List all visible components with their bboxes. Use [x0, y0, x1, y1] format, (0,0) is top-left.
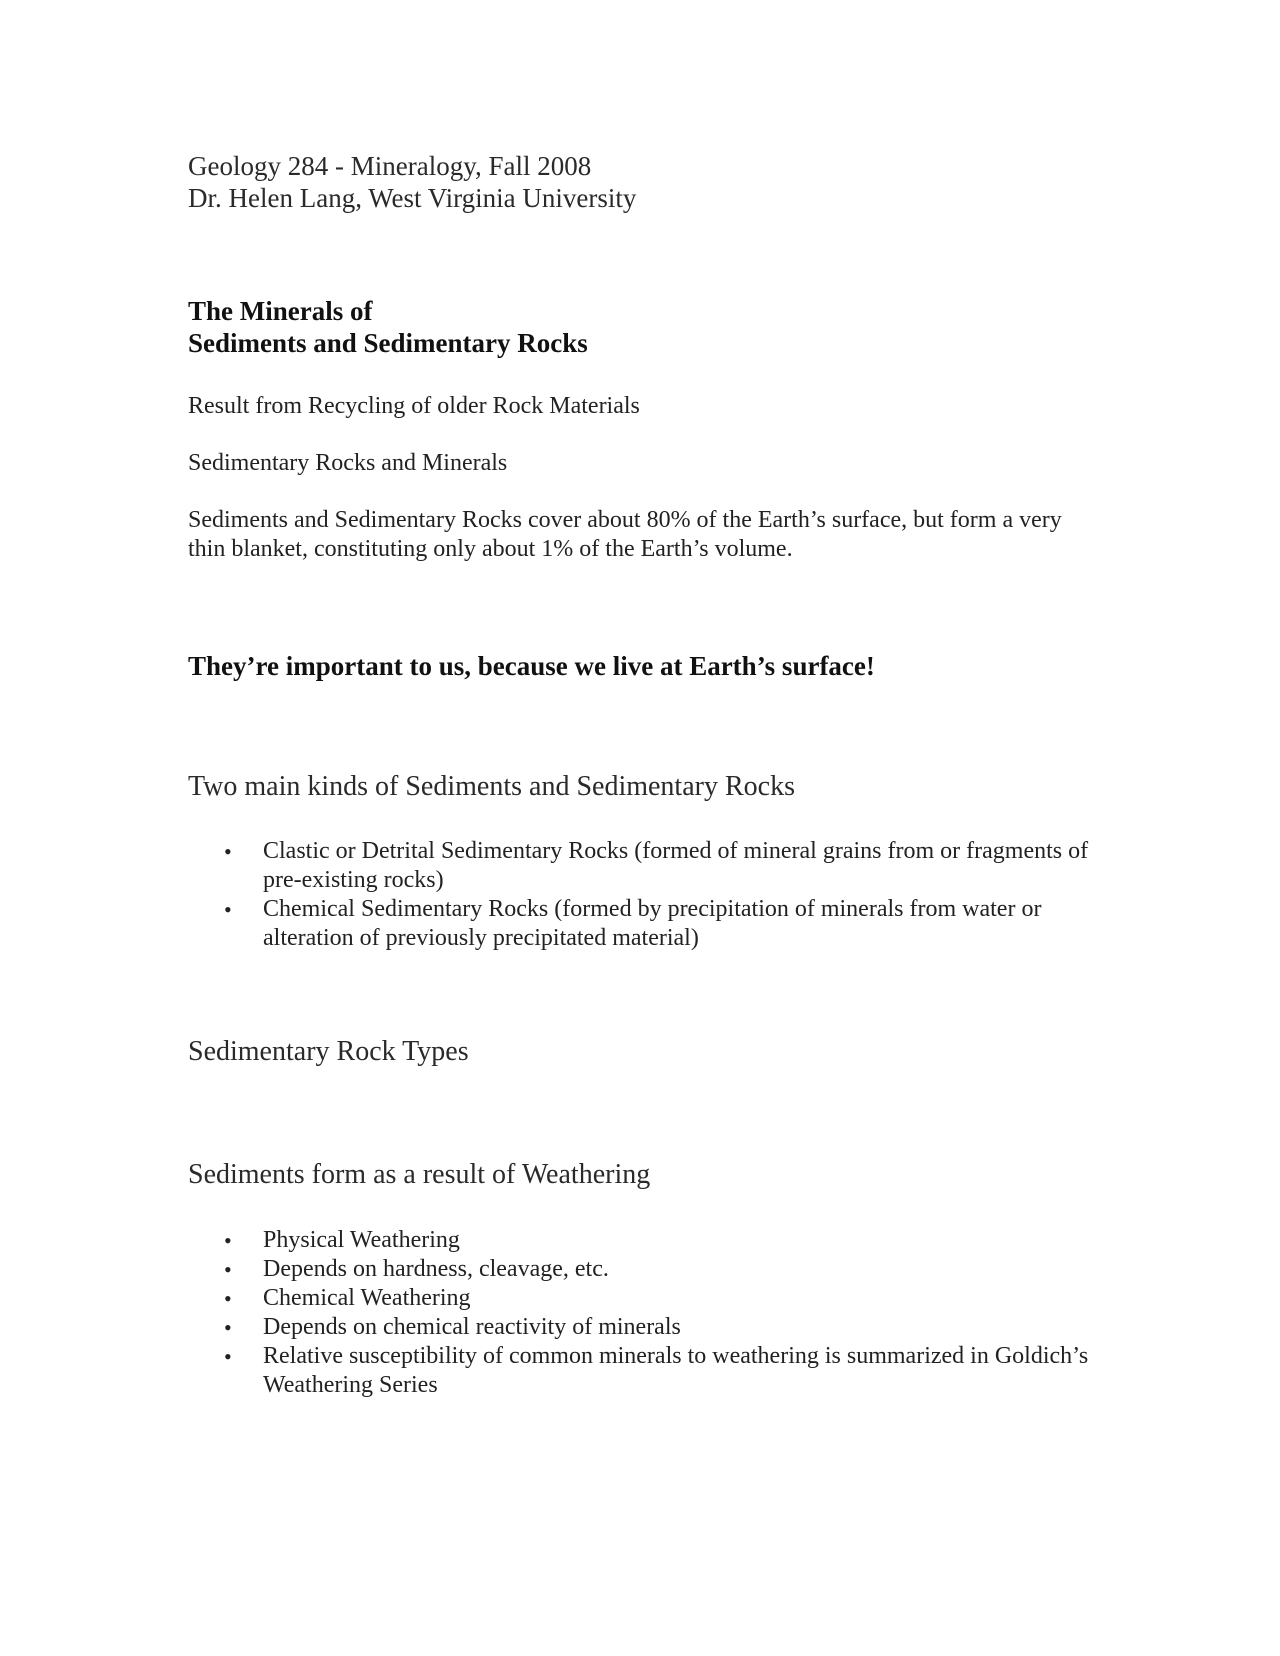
intro-paragraph-2: Sedimentary Rocks and Minerals: [188, 450, 508, 476]
rock-types-heading: Sedimentary Rock Types: [188, 1036, 469, 1067]
bullet-icon: •: [224, 1344, 232, 1369]
emphasis-statement: They’re important to us, because we live at Earth’s surface!: [188, 651, 875, 681]
course-line: Geology 284 - Mineralogy, Fall 2008: [188, 151, 592, 181]
bullet-icon: •: [224, 1286, 232, 1311]
title-line-1: The Minerals of: [188, 296, 373, 326]
list-item-text: Chemical Weathering: [263, 1285, 471, 1311]
list-item-text: Depends on hardness, cleavage, etc.: [263, 1256, 609, 1282]
list-item-text: Clastic or Detrital Sedimentary Rocks (formed of mineral grains from or fragments of pre-existing rocks): [263, 838, 1089, 893]
bullet-icon: •: [224, 1228, 232, 1253]
list-item: [188, 1342, 1088, 1400]
list-item-text: Relative susceptibility of common minerals to weathering is summarized in Goldich’s Weathering Series: [263, 1343, 1089, 1398]
list-item: [188, 1226, 1088, 1255]
list-item: [188, 895, 1088, 953]
list-item-text: Chemical Sedimentary Rocks (formed by precipitation of minerals from water or alteration of previously precipitated material): [263, 896, 1042, 951]
list-item-text: Physical Weathering: [263, 1227, 460, 1253]
title-line-2: Sediments and Sedimentary Rocks: [188, 328, 588, 358]
bullet-icon: •: [224, 1257, 232, 1282]
bullet-icon: •: [224, 1315, 232, 1340]
course-header: [188, 150, 1088, 214]
list-item-text: Depends on chemical reactivity of minerals: [263, 1314, 681, 1340]
list-item: [188, 837, 1088, 895]
weathering-heading: Sediments form as a result of Weathering: [188, 1159, 651, 1190]
instructor-line: Dr. Helen Lang, West Virginia University: [188, 183, 637, 213]
intro-paragraph-1: Result from Recycling of older Rock Materials: [188, 393, 640, 419]
list-item: [188, 1313, 1088, 1342]
document-title: [188, 295, 1088, 359]
two-kinds-heading: Two main kinds of Sediments and Sedimentary Rocks: [188, 771, 795, 802]
bullet-icon: •: [224, 839, 232, 864]
bullet-icon: •: [224, 897, 232, 922]
weathering-list: [188, 1226, 1088, 1400]
list-item: [188, 1284, 1088, 1313]
list-item: [188, 1255, 1088, 1284]
intro-paragraph-3: Sediments and Sedimentary Rocks cover about 80% of the Earth’s surface, but form a very thin blanket, constituting only about 1% of the Earth’s volume.: [188, 507, 1062, 562]
two-kinds-list: [188, 837, 1088, 953]
